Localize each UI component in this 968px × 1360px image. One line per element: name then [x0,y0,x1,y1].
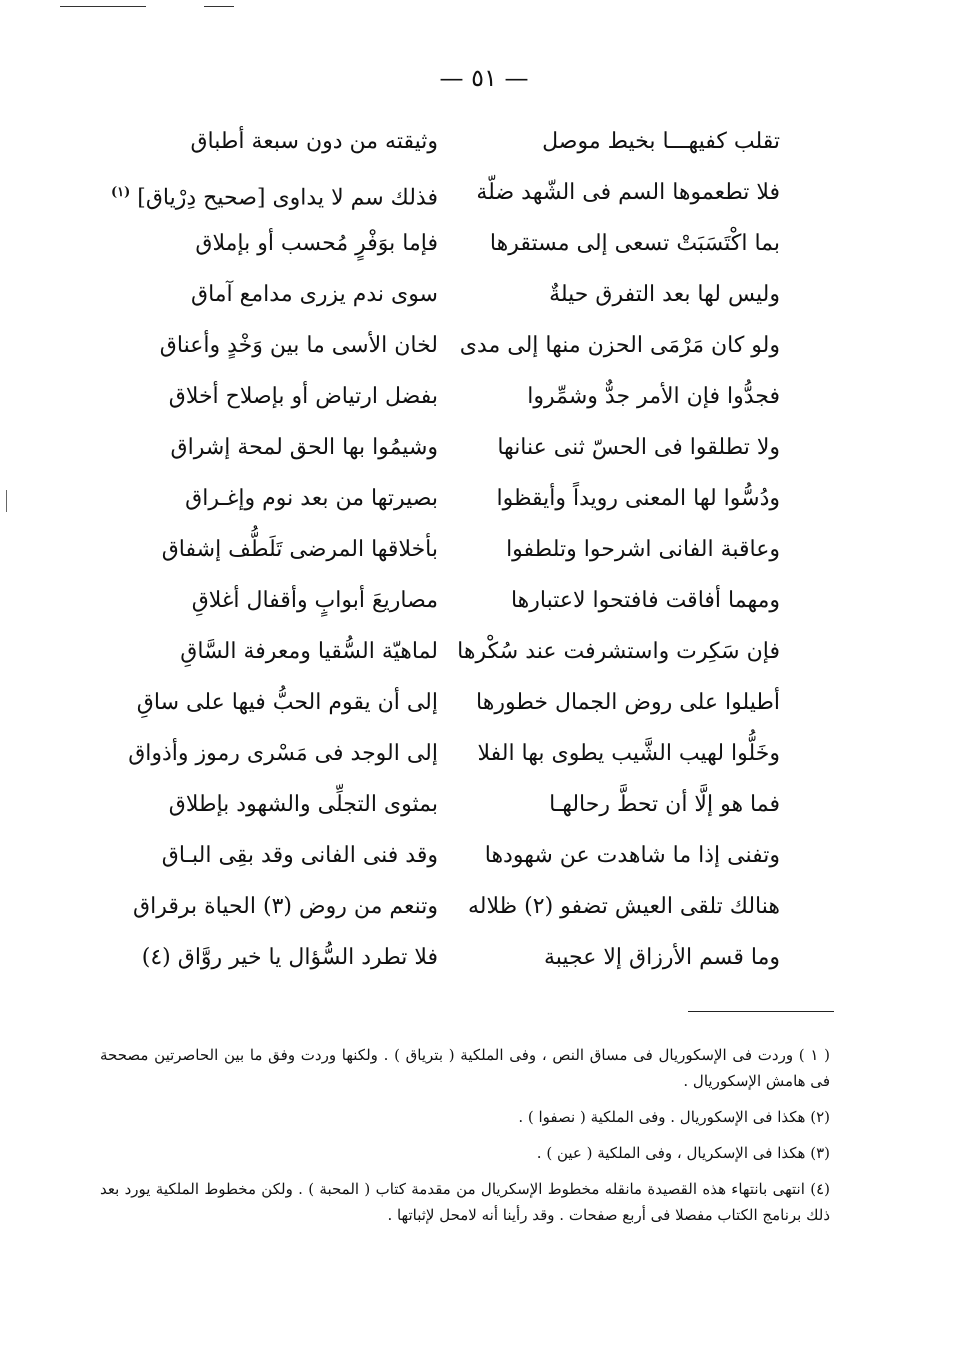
verse-right-hemistich: وخَلُّوا لهيب الشَّيب يطوى بها الفلا [477,741,780,766]
verse-right-hemistich: تقلب كفيهـــا بخيط موصل [542,129,780,154]
poem [0,122,968,992]
verse-right-hemistich: ومهما أفاقت فافتحوا لاعتبارها [510,588,780,613]
verse-left-hemistich: بصيرتها من بعد نوم وإغـراق [185,486,438,511]
footnote-separator [688,1011,834,1012]
verse-right-hemistich: فلا تطعموها السم فى الشّهد ضلّة [476,180,780,205]
verse-right-hemistich: وليس لها بعد التفرق حيلةٌ [549,282,780,307]
footnote: ( ١ ) وردت فى الإسكوريال فى مساق النص ، وفى الملكية ( بترياق ) . ولكنها وردت وفق ما بين الحاصرتين مصححة فى هامش الإسكوريال . [100,1046,831,1090]
verse-right-hemistich: بما اكْتَسَبَتْ تسعى إلى مستقرها [489,231,780,256]
verse-right-hemistich: ولو كان مَرْمَى الحزن منها إلى مدى [459,333,780,358]
verse-left-hemistich: بفضل ارتياض أو بإصلاح أخلاق [168,384,438,409]
verse-right-hemistich: فجدُّوا فإن الأمر جدٌّ وشمِّروا [527,384,780,409]
footnote: (٤) انتهى بانتهاء هذه القصيدة مانقله مخطوط الإسكريال من مقدمة كتاب ( المحبة ) . ولكن مخطوط الملكية يورد بعد ذلك برنامج الكتاب مفصلا فى أربع صفحات . وقد رأينا أنه لامحل لإثباتها . [100,1180,830,1224]
verse-left-hemistich: بأخلاقها المرضى تَلَطُّف إشفاق [161,537,438,562]
verse-right-hemistich: وما قسم الأرزاق إلا عجيبة [543,945,780,970]
verse-left-hemistich: إلى أن يقوم الحبُّ فيها على ساقِ [136,690,438,715]
verse-right-hemistich: فإن سَكِرت واستشرفت عند سُكْرها [457,639,780,664]
verse-right-hemistich: وعاقبة الفانى اشرحوا وتلطفوا [506,537,780,562]
verse-right-hemistich: هنالك تلقى العيش تضفو (٢) ظلاله [468,894,780,919]
verse-left-hemistich [108,173,438,213]
verse-right-hemistich: وتفنى إذا ما شاهدت عن شهودها [484,843,780,868]
footnote: (٢) هكذا فى الإسكوريال . وفى الملكية ( نصفوا ) . [518,1108,830,1126]
verse-right-hemistich: ودُسُّوا لها المعنى رويداً وأيقظوا [496,486,780,511]
verse-left-hemistich: وشيمُوا بها الحق لمحة إشراق [170,435,438,460]
verse-left-hemistich: سوى ندم يزرى مدامع آماق [191,282,438,307]
footnote: (٣) هكذا فى الإسكريال ، وفى الملكية ( عين ) . [536,1144,830,1162]
verse-left-hemistich: وقد فنى الفانى وقد بقِى البـاق [161,843,438,868]
verse-left-hemistich: مصاريعَ أبوابٍ وأقفال أغلاقِ [191,588,438,613]
verse-right-hemistich: فما هو إلَّا أن تحطَّ رحالهـا [549,792,780,817]
footnote-ref: (١) [110,185,131,200]
verse-left-hemistich: بمثوى التجلِّى والشهود بإطلاق [168,792,438,817]
verse-left-hemistich: فإما بوَفْرٍ مُحسب أو بإملاق [195,231,438,256]
scan-artifact-line [204,6,234,7]
verse-left-hemistich: لماهيّة السُّقيا ومعرفة السَّاقِ [180,639,438,664]
verse-left-hemistich: إلى الوجد فى مَسْرى رموز وأذواق [128,741,438,766]
verse-right-hemistich: أطيلوا على روض الجمال خطورها [476,690,780,715]
page-number: — ٥١ — [439,64,529,92]
verse-left-hemistich: لخان الأسى ما بين وَخْدٍ وأعناق [159,333,438,358]
verse-left-hemistich: فلا تطرد السُّؤال يا خير روَّاق (٤) [141,945,438,970]
verse-left-hemistich: وتنعم من روض (٣) الحياة برقراق [133,894,438,919]
verse-text: فذلك سم لا يداوى [صحيح دِرْياق] [137,185,438,211]
verse-left-hemistich: وثيقته من دون سبعة أطباق [190,129,438,154]
scan-artifact-line [60,6,146,7]
footnotes [100,1042,830,1238]
verse-right-hemistich: ولا تطلقوا فى الحسّ ثنى عنانها [497,435,780,460]
